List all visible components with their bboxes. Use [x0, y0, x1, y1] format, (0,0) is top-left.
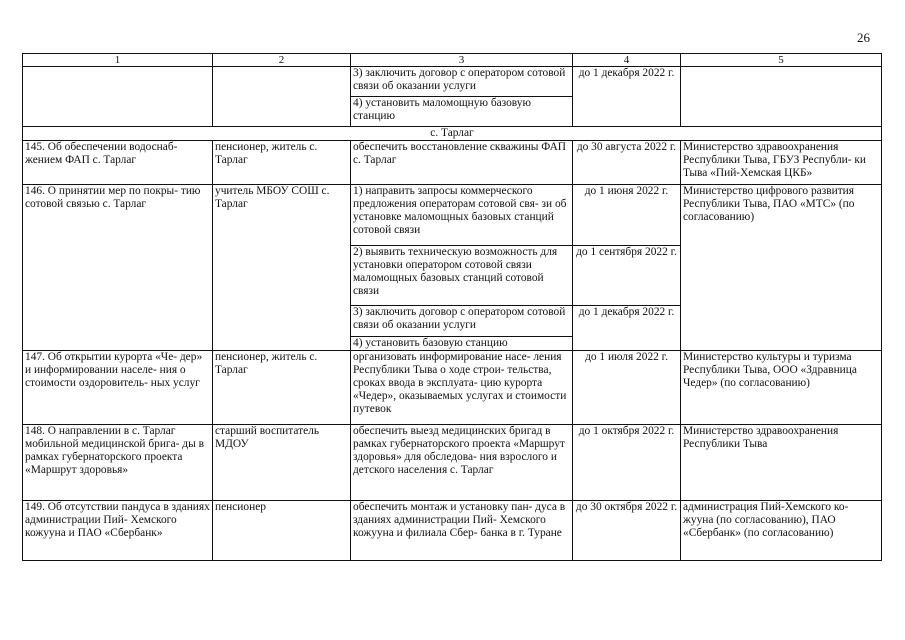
responsible-cell: Министерство культуры и туризма Республики Тыва, ООО «Здравница Чедер» (по согласованию): [681, 351, 882, 425]
responsible-cell: [681, 67, 882, 127]
action-cell: 4) установить маломощную базовую станцию: [351, 97, 573, 127]
deadline-cell: до 1 сентября 2022 г.: [573, 246, 681, 306]
column-header: 2: [213, 54, 351, 67]
table-row: [23, 67, 882, 97]
applicant-cell: пенсионер, житель с. Тарлаг: [213, 141, 351, 185]
subject-cell: 149. Об отсутствии пандуса в зданиях администрации Пий- Хемского кожууна и ПАО «Сбербанк»: [23, 501, 213, 561]
deadline-cell: до 1 декабря 2022 г.: [573, 306, 681, 351]
action-cell: 3) заключить договор с оператором сотовой связи об оказании услуги: [351, 306, 573, 337]
column-header: 4: [573, 54, 681, 67]
section-row: [23, 127, 882, 141]
applicant-cell: старший воспитатель МДОУ: [213, 425, 351, 501]
action-cell: обеспечить монтаж и установку пан- дуса в зданиях администрации Пий- Хемского кожууна и филиала Сбер- банка в г. Туране: [351, 501, 573, 561]
applicant-cell: пенсионер: [213, 501, 351, 561]
applicant-cell: пенсионер, житель с. Тарлаг: [213, 351, 351, 425]
table-row: [23, 425, 882, 501]
subject-cell: [23, 67, 213, 127]
table-row: [23, 185, 882, 246]
table-row: [23, 501, 882, 561]
deadline-cell: до 1 октября 2022 г.: [573, 425, 681, 501]
column-header: 5: [681, 54, 882, 67]
measures-table: [22, 53, 882, 561]
column-header-row: [23, 54, 882, 67]
deadline-cell: до 1 декабря 2022 г.: [573, 67, 681, 127]
action-cell: обеспечить выезд медицинских бригад в рамках губернаторского проекта «Маршрут здоровья» для обследова- ния взрослого и детского населения с. Тарлаг: [351, 425, 573, 501]
applicant-cell: [213, 67, 351, 127]
table-row: [23, 141, 882, 185]
subject-cell: 146. О принятии мер по покры- тию сотовой связью с. Тарлаг: [23, 185, 213, 351]
column-header: 3: [351, 54, 573, 67]
action-cell: 1) направить запросы коммерческого предложения операторам сотовой свя- зи об установке маломощных базовых станций сотовой связи: [351, 185, 573, 246]
subject-cell: 145. Об обеспечении водоснаб- жением ФАП с. Тарлаг: [23, 141, 213, 185]
section-title: с. Тарлаг: [23, 127, 882, 141]
deadline-cell: до 1 июля 2022 г.: [573, 351, 681, 425]
action-cell: обеспечить восстановление скважины ФАП с. Тарлаг: [351, 141, 573, 185]
action-cell: организовать информирование насе- ления Республики Тыва о ходе строи- тельства, сроках ввода в эксплуата- цию курорта «Чедер», оказываемых услугах и стоимости путевок: [351, 351, 573, 425]
subject-cell: 147. Об открытии курорта «Че- дер» и информировании населе- ния о стоимости оздоровитель- ных услуг: [23, 351, 213, 425]
deadline-cell: до 30 октября 2022 г.: [573, 501, 681, 561]
applicant-cell: учитель МБОУ СОШ с. Тарлаг: [213, 185, 351, 351]
deadline-cell: до 30 августа 2022 г.: [573, 141, 681, 185]
column-header: 1: [23, 54, 213, 67]
responsible-cell: Министерство здравоохранения Республики Тыва, ГБУЗ Республи- ки Тыва «Пий-Хемская ЦКБ»: [681, 141, 882, 185]
responsible-cell: Министерство здравоохранения Республики Тыва: [681, 425, 882, 501]
action-cell: 4) установить базовую станцию: [351, 337, 573, 351]
page-number: 26: [857, 30, 870, 45]
table-row: [23, 351, 882, 425]
responsible-cell: администрация Пий-Хемского ко- жууна (по согласованию), ПАО «Сбербанк» (по согласованию): [681, 501, 882, 561]
action-cell: 2) выявить техническую возможность для установки оператором сотовой связи маломощных базовых станций сотовой связи: [351, 246, 573, 306]
responsible-cell: Министерство цифрового развития Республики Тыва, ПАО «МТС» (по согласованию): [681, 185, 882, 351]
action-cell: 3) заключить договор с оператором сотовой связи об оказании услуги: [351, 67, 573, 97]
deadline-cell: до 1 июня 2022 г.: [573, 185, 681, 246]
subject-cell: 148. О направлении в с. Тарлаг мобильной медицинской брига- ды в рамках губернаторского проекта «Маршрут здоровья»: [23, 425, 213, 501]
